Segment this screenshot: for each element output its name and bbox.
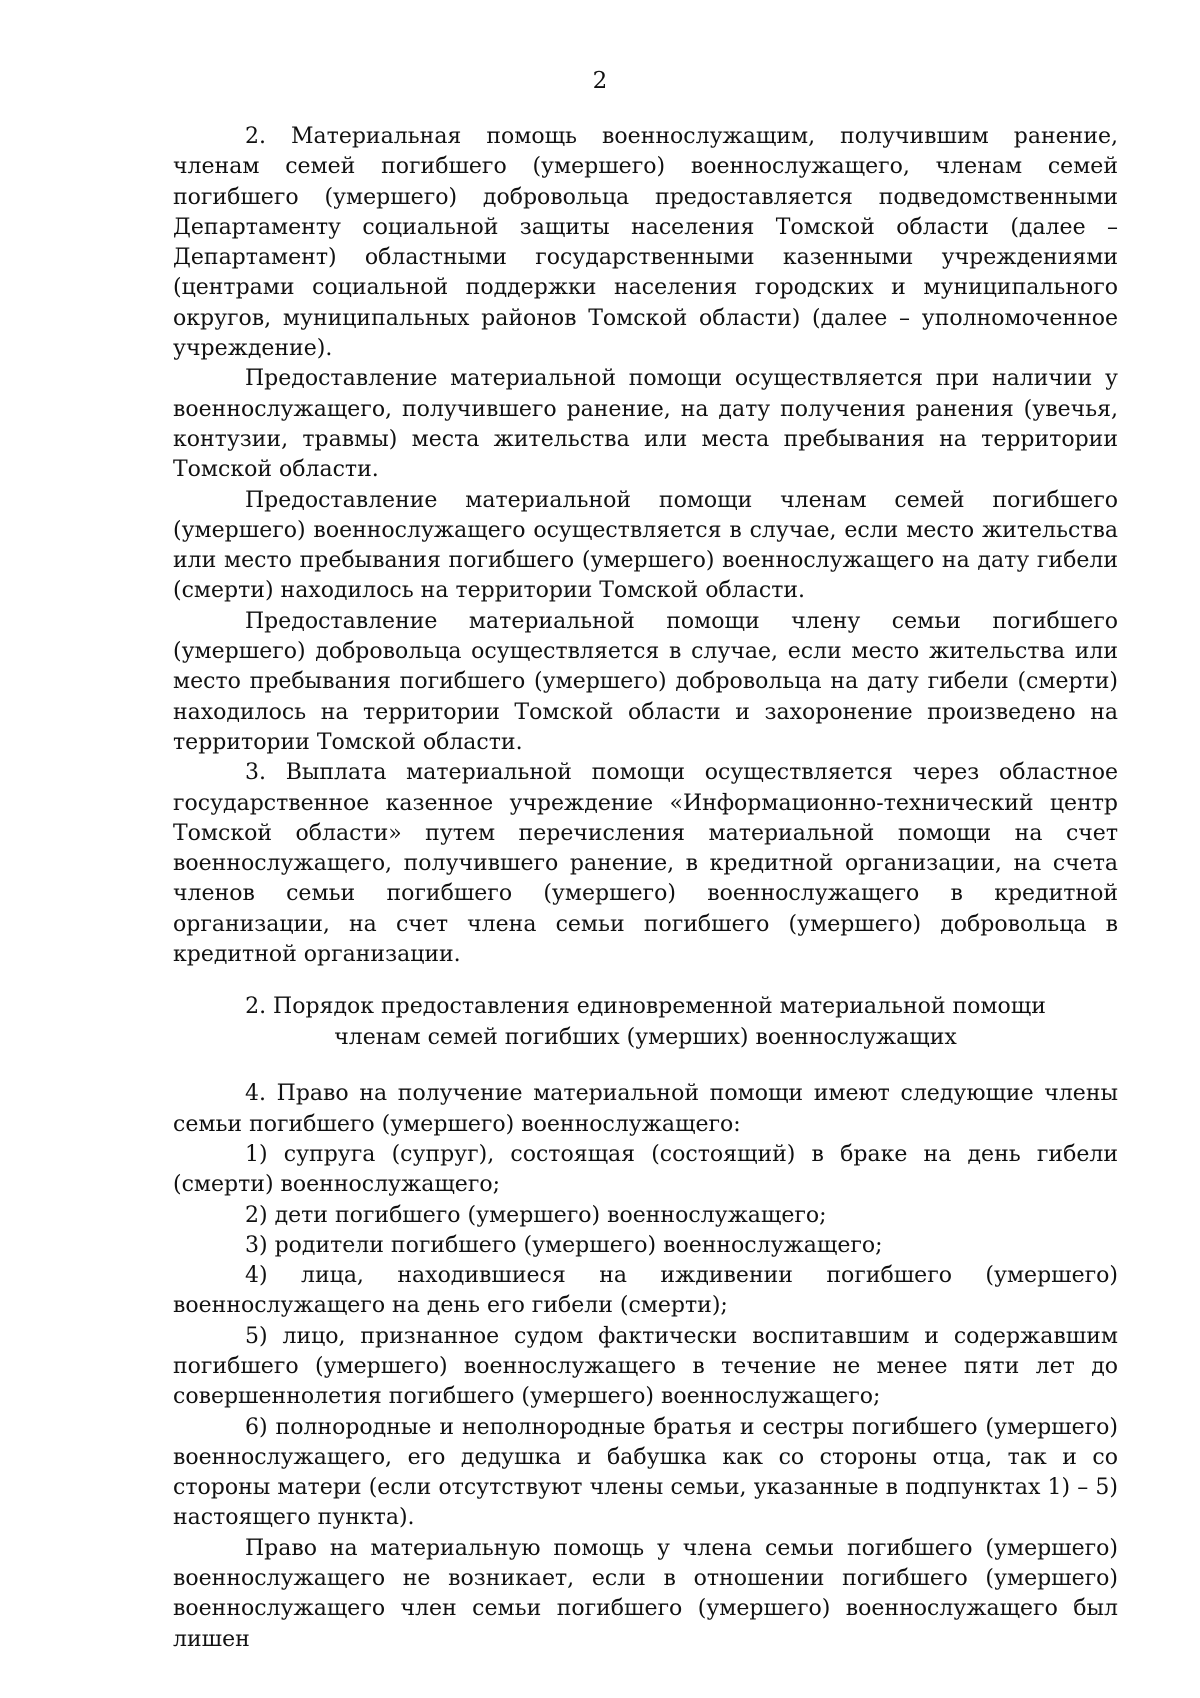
paragraph-item-4-right: 4. Право на получение материальной помощи имеют следующие члены семьи погибшего (умершего) военнослужащего: xyxy=(173,1081,1118,1137)
document-body xyxy=(173,122,1118,1655)
page-number: 2 xyxy=(592,68,608,94)
paragraph-wounded-condition: Предоставление материальной помощи осуществляется при наличии у военнослужащего, получившего ранение, на дату получения ранения (увечья, контузии, травмы) места жительства или места пребывания на территории Томской области. xyxy=(173,366,1118,483)
list-item-guardian: 5) лицо, признанное судом фактически воспитавшим и содержавшим погибшего (умершего) военнослужащего в течение не менее пяти лет до совершеннолетия погибшего (умершего) военнослужащего; xyxy=(173,1323,1118,1410)
list-item-spouse: 1) супруга (супруг), состоящая (состоящий) в браке на день гибели (смерти) военнослужащего; xyxy=(173,1141,1118,1198)
paragraph-item-2-intro: 2. Материальная помощь военнослужащим, получившим ранение, членам семей погибшего (умершего) военнослужащего, членам семей погибшего (умершего) добровольца предоставляется подведомственными Департаменту социальной защиты населения Томской области (далее – Департамент) областными государственными казенными учреждениями (центрами социальной поддержки населения городских и муниципального округов, муниципальных районов Томской области) (далее – уполномоченное учреждение). xyxy=(173,124,1118,362)
list-item-parents: 3) родители погибшего (умершего) военнослужащего; xyxy=(245,1232,883,1258)
paragraph-no-right: Право на материальную помощь у члена семьи погибшего (умершего) военнослужащего не возникает, если в отношении погибшего (умершего) военнослужащего член семьи погибшего (умершего) военнослужащего был лишен xyxy=(173,1535,1118,1652)
section-heading xyxy=(173,992,1118,1053)
section-heading-line-1: 2. Порядок предоставления единовременной материальной помощи xyxy=(245,994,1046,1020)
list-item-dependents: 4) лица, находившиеся на иждивении погибшего (умершего) военнослужащего на день его гибели (смерти); xyxy=(173,1263,1118,1319)
list-item-siblings-grandparents: 6) полнородные и неполнородные братья и сестры погибшего (умершего) военнослужащего, его дедушка и бабушка как со стороны отца, так и со стороны матери (если отсутствуют члены семьи, указанные в подпунктах 1) – 5) настоящего пункта). xyxy=(173,1414,1118,1531)
paragraph-volunteer-condition: Предоставление материальной помощи члену семьи погибшего (умершего) добровольца осуществляется в случае, если место жительства или место пребывания погибшего (умершего) добровольца на дату гибели (смерти) находилось на территории Томской области и захоронение произведено на территории Томской области. xyxy=(173,608,1118,755)
paragraph-item-3-payment: 3. Выплата материальной помощи осуществляется через областное государственное казенное учреждение «Информационно-технический центр Томской области» путем перечисления материальной помощи на счет военнослужащего, получившего ранение, в кредитной организации, на счета членов семьи погибшего (умершего) военнослужащего в кредитной организации, на счет члена семьи погибшего (умершего) добровольца в кредитной организации. xyxy=(173,760,1118,968)
paragraph-family-condition: Предоставление материальной помощи членам семей погибшего (умершего) военнослужащего осуществляется в случае, если место жительства или место пребывания погибшего (умершего) военнослужащего на дату гибели (смерти) находилось на территории Томской области. xyxy=(173,487,1118,604)
list-item-children: 2) дети погибшего (умершего) военнослужащего; xyxy=(245,1202,827,1228)
section-heading-line-2: членам семей погибших (умерших) военнослужащих xyxy=(334,1024,957,1050)
